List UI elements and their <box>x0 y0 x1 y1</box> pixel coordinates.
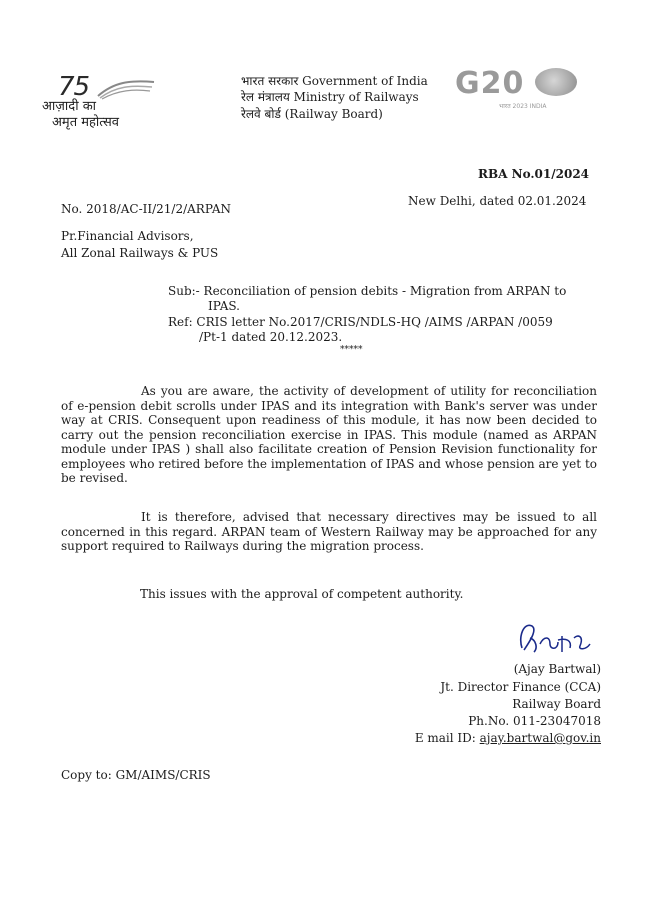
handwritten-signature-icon <box>514 618 594 660</box>
signatory-designation: Jt. Director Finance (CCA) <box>440 680 601 694</box>
approval-line: This issues with the approval of competent authority. <box>140 587 464 601</box>
reference-line-2: /Pt-1 dated 20.12.2023. <box>199 330 343 344</box>
header-railway-board: रेलवे बोर्ड (Railway Board) <box>241 107 383 121</box>
logo-75-text: 75 <box>58 72 90 102</box>
globe-icon <box>535 68 577 96</box>
g20-tagline: भारत 2023 INDIA <box>499 103 547 110</box>
logo-hindi-line-1: आज़ादी का <box>42 99 97 114</box>
reference-line-1: Ref: CRIS letter No.2017/CRIS/NDLS-HQ /AIMS /ARPAN /0059 <box>168 315 553 329</box>
g20-logo-text: G20 <box>455 66 525 101</box>
body-paragraph-2: It is therefore, advised that necessary directives may be issued to all concerned in this regard. ARPAN team of Western Railway may be approached for any support required to Railways during the migration process. <box>61 510 597 553</box>
tricolor-swirl-icon <box>96 78 156 100</box>
signatory-office: Railway Board <box>512 697 601 711</box>
separator-stars: ***** <box>340 345 363 355</box>
addressee-line-2: All Zonal Railways & PUS <box>61 246 219 260</box>
body-paragraph-1: As you are aware, the activity of development of utility for reconciliation of e-pension debit scrolls under IPAS and its integration with Bank's server was under way at CRIS. Consequent upon readiness of this module, it has now been decided to carry out the pension reconciliation exercise in IPAS. This module (named as ARPAN module under IPAS ) shall also facilitate creation of Pension Revision functionality for employees who retired before the implementation of IPAS and whose pension are yet to be revised. <box>61 384 597 485</box>
header-ministry: रेल मंत्रालय Ministry of Railways <box>241 90 419 104</box>
signatory-email-line <box>415 731 601 745</box>
g20-logo <box>455 66 605 116</box>
addressee-line-1: Pr.Financial Advisors, <box>61 229 194 243</box>
header-government: भारत सरकार Government of India <box>241 74 428 88</box>
rba-number: RBA No.01/2024 <box>478 167 590 181</box>
subject-line-1: Sub:- Reconciliation of pension debits - Migration from ARPAN to <box>168 284 567 298</box>
signatory-phone: Ph.No. 011-23047018 <box>468 714 601 728</box>
date-line: New Delhi, dated 02.01.2024 <box>408 194 587 208</box>
azadi-ka-amrit-mahotsav-logo <box>30 72 160 132</box>
copy-to: Copy to: GM/AIMS/CRIS <box>61 768 211 782</box>
logo-hindi-line-2: अमृत महोत्सव <box>52 115 120 130</box>
subject-line-2: IPAS. <box>208 299 240 313</box>
email-link[interactable]: ajay.bartwal@gov.in <box>479 731 601 745</box>
email-label: E mail ID: <box>414 731 480 745</box>
file-number: No. 2018/AC-II/21/2/ARPAN <box>61 202 231 216</box>
signatory-name: (Ajay Bartwal) <box>513 662 601 676</box>
